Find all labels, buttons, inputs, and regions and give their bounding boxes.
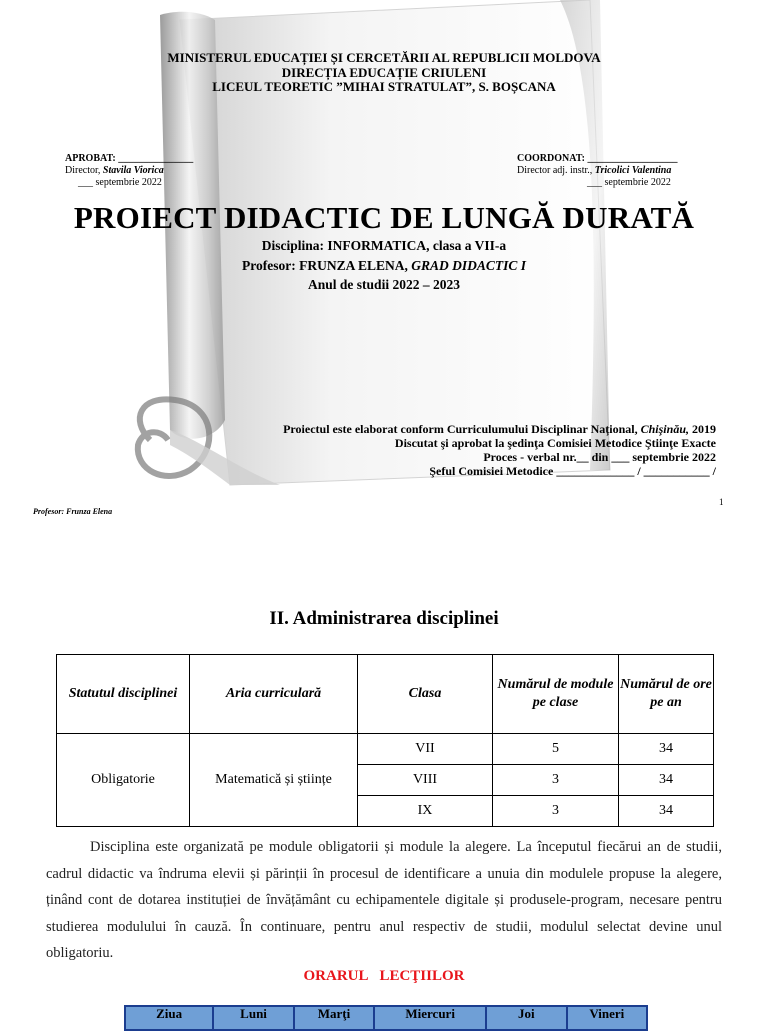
table-row bbox=[57, 734, 714, 765]
schedule-col-tuesday: Marţi bbox=[295, 1007, 375, 1029]
class-cell: VIII bbox=[358, 765, 493, 796]
teacher-grade: GRAD DIDACTIC I bbox=[411, 258, 527, 273]
director-date: ___ septembrie 2022 bbox=[78, 177, 162, 188]
status-cell: Obligatorie bbox=[57, 734, 190, 827]
class-cell: IX bbox=[358, 796, 493, 827]
approval-left bbox=[65, 153, 193, 189]
curriculum-place: Chişinău, bbox=[640, 422, 689, 436]
school-year: Anul de studii 2022 – 2023 bbox=[308, 277, 460, 292]
director-role: Director, bbox=[65, 165, 103, 176]
curriculum-year: 2019 bbox=[689, 422, 716, 436]
deputy-line bbox=[517, 165, 677, 177]
header-hours: Numărul de ore pe an bbox=[619, 655, 714, 734]
class-cell: VII bbox=[358, 734, 493, 765]
curriculum-note bbox=[283, 422, 716, 436]
discipline-paragraph bbox=[46, 834, 722, 967]
schedule-col-friday: Vineri bbox=[589, 1006, 625, 1021]
director-line bbox=[65, 165, 193, 177]
directorate-name: DIRECȚIA EDUCAȚIE CRIULENI bbox=[281, 65, 487, 80]
deputy-role: Director adj. instr., bbox=[517, 165, 595, 176]
header-modules: Numărul de module pe clase bbox=[493, 655, 619, 734]
deputy-name: Tricolici Valentina bbox=[594, 165, 672, 176]
deputy-date: ___ septembrie 2022 bbox=[587, 177, 671, 188]
teacher-name: Profesor: FRUNZA ELENA, bbox=[241, 258, 412, 273]
page-number: 1 bbox=[719, 497, 724, 507]
area-cell: Matematică și științe bbox=[190, 734, 358, 827]
administration-table bbox=[56, 654, 714, 827]
coordinated-label: COORDONAT: __________________ bbox=[517, 153, 678, 164]
approval-note: Discutat şi aprobat la şedinţa Comisiei Metodice Ştiinţe Exacte bbox=[394, 436, 716, 450]
hours-cell: 34 bbox=[619, 796, 714, 827]
notes-block bbox=[283, 422, 716, 478]
modules-cell: 3 bbox=[493, 765, 619, 796]
section-title: II. Administrarea disciplinei bbox=[269, 608, 499, 629]
schedule-col-wednesday: Miercuri bbox=[375, 1007, 487, 1029]
approved-label: APROBAT: _______________ bbox=[65, 153, 194, 164]
minutes-note: Proces - verbal nr.__ din ___ septembrie 2022 bbox=[483, 450, 716, 464]
header-status: Statutul disciplinei bbox=[57, 655, 190, 734]
commission-head-note: Şeful Comisiei Metodice _____________ / ___________ / bbox=[429, 464, 716, 478]
ministry-name: MINISTERUL EDUCAȚIEI ȘI CERCETĂRII AL REPUBLICII MOLDOVA bbox=[167, 50, 601, 65]
curriculum-note-text: Proiectul este elaborat conform Curriculumului Disciplinar Național, bbox=[283, 422, 641, 436]
schedule-title: ORARUL LECŢIILOR bbox=[303, 968, 465, 984]
paragraph-text: Disciplina este organizată pe module obligatorii și module la alegere. La începutul fiecărui an de studii, cadrul didactic va îndruma elevii și părinții în procesul de identificare a unuia din modulele propuse la alegere, ținând cont de dotarea instituției de învățământ cu echipamentele digitale și produsele-program, necesare pentru studierea modulului în cauză. În continuare, pentru anul respectiv de studii, modulul selectat devine unul obligatoriu. bbox=[46, 839, 722, 961]
header-class: Clasa bbox=[358, 655, 493, 734]
document-title: PROIECT DIDACTIC DE LUNGĂ DURATĂ bbox=[73, 200, 695, 235]
schedule-col-thursday: Joi bbox=[487, 1007, 567, 1029]
page-footer: Profesor: Frunza Elena bbox=[33, 507, 113, 516]
approval-right bbox=[517, 153, 677, 189]
school-name: LICEUL TEORETIC ”MIHAI STRATULAT”, S. BOȘCANA bbox=[212, 79, 556, 94]
hours-cell: 34 bbox=[619, 765, 714, 796]
hours-cell: 34 bbox=[619, 734, 714, 765]
director-name: Stavila Viorica bbox=[102, 165, 164, 176]
table-header-row bbox=[57, 655, 714, 734]
modules-cell: 5 bbox=[493, 734, 619, 765]
schedule-header bbox=[124, 1005, 648, 1031]
header-area: Aria curriculară bbox=[190, 655, 358, 734]
schedule-col-monday: Luni bbox=[214, 1007, 294, 1029]
modules-cell: 3 bbox=[493, 796, 619, 827]
discipline-line: Disciplina: INFORMATICA, clasa a VII-a bbox=[261, 238, 507, 253]
schedule-col-day: Ziua bbox=[126, 1007, 214, 1029]
teacher-line bbox=[0, 258, 768, 274]
